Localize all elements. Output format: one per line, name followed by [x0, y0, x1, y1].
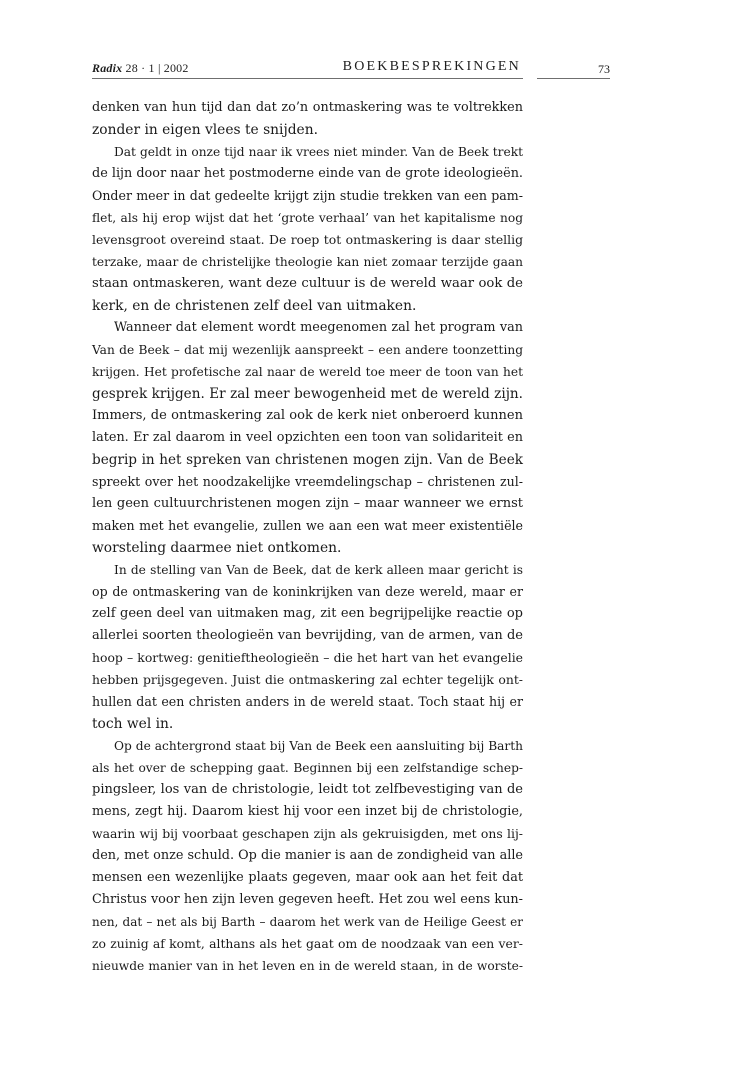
text-line: levensgroot overeind staat. De roep tot ontmaskering is daar stellig — [92, 232, 523, 247]
text-line: maken met het evangelie, zullen we aan een wat meer existentiële — [92, 518, 523, 533]
text-line: gesprek krijgen. Er zal meer bewogenheid met de wereld zijn. — [92, 386, 523, 402]
text-line: terzake, maar de christelijke theologie kan niet zomaar terzijde gaan — [92, 255, 523, 269]
journal-name: Radix — [92, 61, 123, 75]
text-line: hebben prijsgegeven. Juist die ontmaskering zal echter tegelijk ont- — [92, 672, 523, 687]
text-line: krijgen. Het profetische zal naar de wereld toe meer de toon van het — [92, 365, 523, 379]
section-title: BOEKBESPREKINGEN — [342, 59, 521, 74]
text-line: Dat geldt in onze tijd naar ik vrees niet minder. Van de Beek trekt — [114, 145, 523, 159]
text-line: als het over de schepping gaat. Beginnen bij een zelfstandige schep- — [92, 761, 523, 775]
text-line: pingsleer, los van de christologie, leidt tot zelfbevestiging van de — [92, 782, 523, 797]
text-line: zonder in eigen vlees te snijden. — [92, 122, 318, 138]
body-text — [92, 97, 523, 977]
text-line: Van de Beek – dat mij wezenlijk aanspreekt – een andere toonzetting — [92, 343, 523, 357]
text-line: nieuwde manier van in het leven en in de wereld staan, in de worste- — [92, 959, 523, 973]
text-line: staan ontmaskeren, want deze cultuur is de wereld waar ook de — [92, 276, 523, 291]
text-line: len geen cultuurchristenen mogen zijn – maar wanneer we ernst — [92, 496, 523, 511]
text-line: zelf geen deel van uitmaken mag, zit een begrijpelijke reactie op — [92, 606, 523, 621]
text-line: Wanneer dat element wordt meegenomen zal het program van — [114, 320, 523, 335]
text-line: In de stelling van Van de Beek, dat de kerk alleen maar gericht is — [114, 563, 523, 577]
text-line: Onder meer in dat gedeelte krijgt zijn studie trekken van een pam- — [92, 188, 523, 203]
text-line: worsteling daarmee niet ontkomen. — [92, 540, 342, 556]
text-line: hullen dat een christen anders in de wereld staat. Toch staat hij er — [92, 694, 523, 709]
text-line: mens, zegt hij. Daarom kiest hij voor een inzet bij de christologie, — [92, 804, 523, 819]
text-line: hoop – kortweg: genitieftheologieën – die het hart van het evangelie — [92, 650, 523, 665]
text-line: Christus voor hen zijn leven gegeven heeft. Het zou wel eens kun- — [92, 892, 523, 907]
text-line: spreekt over het noodzakelijke vreemdelingschap – christenen zul- — [92, 474, 523, 489]
text-line: kerk, en de christenen zelf deel van uitmaken. — [92, 298, 417, 314]
text-line: Immers, de ontmaskering zal ook de kerk niet onberoerd kunnen — [92, 408, 523, 423]
text-line: flet, als hij erop wijst dat het ‘grote verhaal’ van het kapitalisme nog — [92, 211, 523, 225]
text-line: op de ontmaskering van de koninkrijken van deze wereld, maar er — [92, 584, 523, 599]
text-line: den, met onze schuld. Op die manier is aan de zondigheid van alle — [92, 848, 523, 863]
text-line: laten. Er zal daarom in veel opzichten een toon van solidariteit en — [92, 430, 523, 445]
text-line: zo zuinig af komt, althans als het gaat om de noodzaak van een ver- — [92, 936, 523, 951]
running-header — [92, 58, 523, 79]
text-line: mensen een wezenlijke plaats gegeven, maar ook aan het feit dat — [92, 870, 523, 885]
text-line: allerlei soorten theologieën van bevrijding, van de armen, van de — [92, 628, 523, 643]
text-line: Op de achtergrond staat bij Van de Beek een aansluiting bij Barth — [114, 739, 523, 753]
journal-issue: 28 · 1 | 2002 — [122, 61, 189, 75]
text-line: denken van hun tijd dan dat zo’n ontmaskering was te voltrekken — [92, 100, 523, 115]
text-line: waarin wij bij voorbaat geschapen zijn als gekruisigden, met ons lij- — [92, 826, 523, 841]
text-line: nen, dat – net als bij Barth – daarom het werk van de Heilige Geest er — [92, 915, 523, 929]
text-line: toch wel in. — [92, 716, 174, 732]
page-number-block — [537, 58, 610, 79]
text-line: begrip in het spreken van christenen mogen zijn. Van de Beek — [92, 452, 523, 468]
page-number: 73 — [598, 62, 610, 76]
text-line: de lijn door naar het postmoderne einde van de grote ideologieën. — [92, 166, 523, 181]
journal-citation — [92, 61, 189, 76]
